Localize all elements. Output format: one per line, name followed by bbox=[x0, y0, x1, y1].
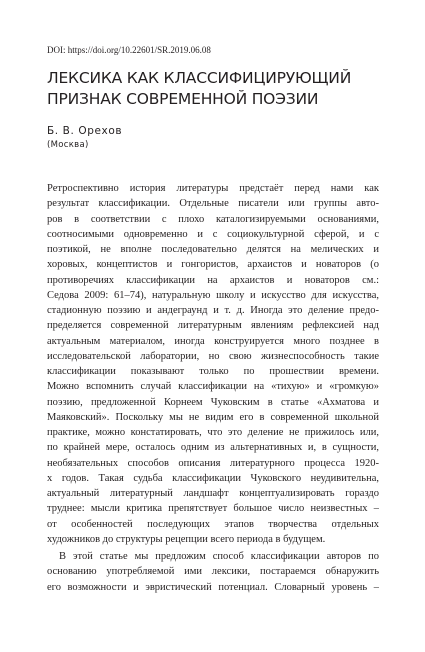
text-line: поэтикой, не вполне последовательно делятся на мелических и bbox=[47, 244, 379, 255]
text-line: художников до структуры рецепции всего периода в будущем. bbox=[47, 533, 326, 545]
paragraph bbox=[47, 547, 379, 595]
text-line: Можно вспомнить случай классификации на «тихую» и «громкую» bbox=[47, 381, 379, 393]
text-line: Маяковский». Поскольку мы не видим его в современной школьной bbox=[47, 411, 379, 423]
text-line: ров в соответствии с плохо каталогизируемыми основаниями, bbox=[47, 213, 379, 225]
article-title-line-2: ПРИЗНАК СОВРЕМЕННОЙ ПОЭЗИИ bbox=[47, 90, 319, 108]
article-body bbox=[47, 181, 379, 595]
text-line: актуальный литературный ландшафт концептуализировать гораздо bbox=[47, 488, 379, 499]
article-title bbox=[47, 68, 351, 110]
paragraph bbox=[47, 181, 379, 547]
text-line: исследовательской лаборатории, но свою жизнеспособность такие bbox=[47, 350, 379, 362]
doi-line[interactable]: DOI: https://doi.org/10.22601/SR.2019.06.08 bbox=[47, 45, 211, 55]
text-line: соотносимыми одновременно и с социокультурной сферой, и с bbox=[47, 228, 379, 240]
text-line: противоречиях классификации на архаистов и новаторов см.: bbox=[47, 274, 379, 286]
text-line: Ретроспективно история литературы предстаёт перед нами как bbox=[47, 183, 379, 194]
text-line: его возможности и эвристический потенциал. Словарный уровень – bbox=[47, 581, 379, 593]
text-line: хоровых, концептистов и гонгористов, архаистов и новаторов (о bbox=[47, 259, 379, 271]
text-line: актуальным материалом, иногда конструируется много позднее в bbox=[47, 335, 379, 347]
author-name: Б. В. Орехов bbox=[47, 125, 123, 137]
text-line: В этой статье мы предложим способ классификации авторов по bbox=[59, 551, 379, 562]
text-line: классификации показывают только по прошествии времени. bbox=[47, 366, 379, 377]
text-line: поэзию, предложенной Корнеем Чуковским в статье «Ахматова и bbox=[47, 396, 379, 408]
text-line: от особенностей последующих этапов творчества отдельных bbox=[47, 518, 379, 530]
text-line: результат классификации. Отдельные писатели или группы авто- bbox=[47, 198, 379, 210]
text-line: практике, можно констатировать, что это деление не прижилось или, bbox=[47, 427, 379, 438]
text-line: по крайней мере, осталось одним из альтернативных и, в сущности, bbox=[47, 442, 379, 454]
text-line: стадионную поэзию и андеграунд и т. д. Иногда это деление предо- bbox=[47, 305, 379, 316]
text-line: пределяется современной литературным явлениям рефлексией над bbox=[47, 320, 379, 332]
text-line: необязательных способов описания литературного процесса 1920- bbox=[47, 457, 379, 469]
text-line: Седова 2009: 61–74), натуральную школу и искусство для искусства, bbox=[47, 289, 379, 301]
text-line: труднее: мысли критика препятствует большое число неизвестных – bbox=[47, 503, 379, 515]
text-line: х годов. Такая судьба классификации Чуковского неудивительна, bbox=[47, 472, 379, 484]
text-line: основанию употребляемой ими лексики, постараемся обнаружить bbox=[47, 566, 379, 578]
author-affiliation: (Москва) bbox=[47, 140, 89, 150]
article-title-line-1: ЛЕКСИКА КАК КЛАССИФИЦИРУЮЩИЙ bbox=[47, 69, 352, 87]
